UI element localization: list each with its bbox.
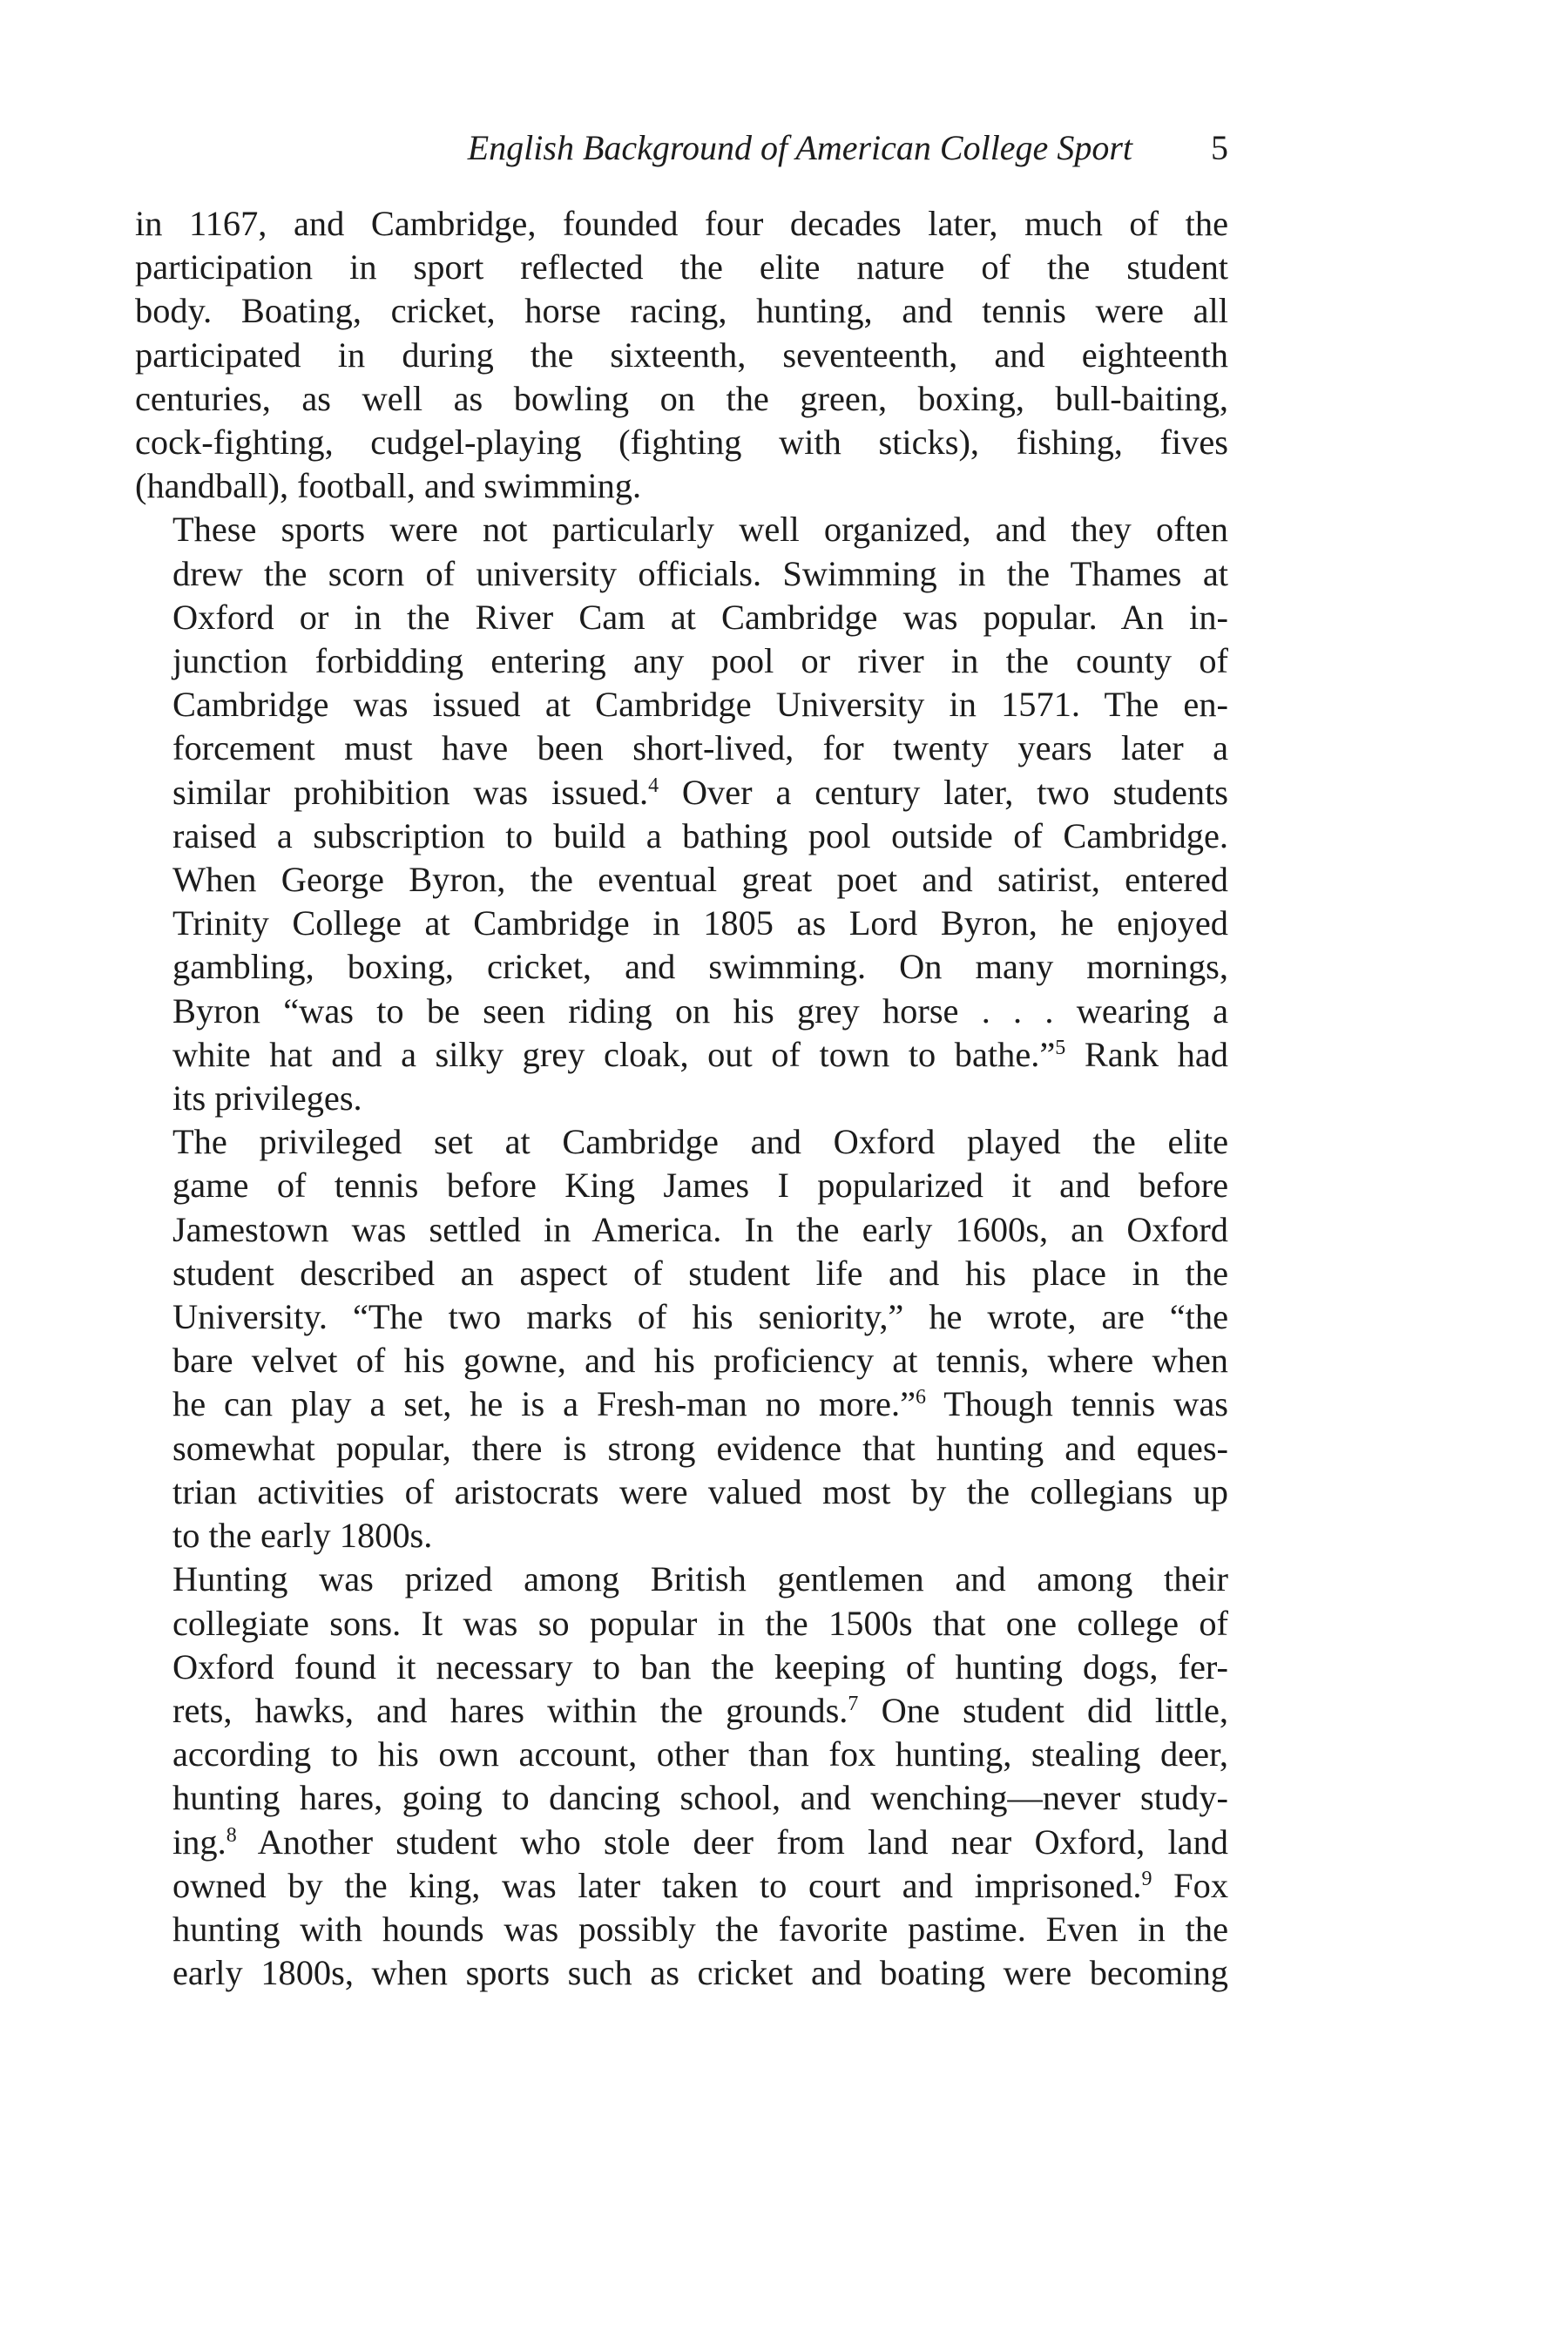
text-segment: ing. [172, 1821, 226, 1862]
paragraph-3 [135, 1120, 1228, 1558]
text-line: participated in during the sixteenth, seventeenth, and eighteenth [135, 335, 1228, 375]
text-segment: Rank had [1065, 1034, 1228, 1074]
text-line: When George Byron, the eventual great poet and satirist, entered [172, 860, 1228, 900]
footnote-ref-4: 4 [648, 774, 659, 797]
running-title: English Background of American College Sport [467, 128, 1132, 167]
text-line: These sports were not particularly well organized, and they often [172, 510, 1228, 550]
text-line: University. “The two marks of his seniority,” he wrote, are “the [172, 1297, 1228, 1337]
text-line: cock-fighting, cudgel-playing (fighting with sticks), fishing, fives [135, 422, 1228, 463]
text-line: (handball), football, and swimming. [135, 466, 642, 506]
page-number: 5 [1211, 128, 1228, 167]
paragraph-2 [135, 508, 1228, 1120]
text-line [135, 1689, 1228, 1733]
text-line: junction forbidding entering any pool or river in the county of [172, 641, 1228, 681]
text-line [135, 771, 1228, 814]
text-line [135, 1821, 1228, 1864]
text-line: raised a subscription to build a bathing pool outside of Cambridge. [172, 815, 1228, 855]
text-line: forcement must have been short-lived, for twenty years later a [172, 728, 1228, 768]
text-line: Trinity College at Cambridge in 1805 as Lord Byron, he enjoyed [172, 903, 1228, 943]
text-line: Oxford found it necessary to ban the keeping of hunting dogs, fer- [172, 1646, 1228, 1686]
text-segment: Fox [1152, 1865, 1229, 1905]
body-text [135, 202, 1228, 1995]
text-line: centuries, as well as bowling on the green, boxing, bull-baiting, [135, 378, 1228, 418]
text-segment: Though tennis was [926, 1384, 1228, 1424]
text-line: collegiate sons. It was so popular in the 1500s that one college of [172, 1603, 1228, 1643]
text-line: The privileged set at Cambridge and Oxford played the elite [172, 1122, 1228, 1162]
text-line: gambling, boxing, cricket, and swimming. On many mornings, [172, 947, 1228, 987]
paragraph-1 [135, 202, 1228, 508]
footnote-ref-8: 8 [226, 1823, 237, 1847]
text-line: game of tennis before King James I popularized it and before [172, 1166, 1228, 1206]
paragraph-4 [135, 1558, 1228, 1995]
text-line: early 1800s, when sports such as cricket and boating were becoming [172, 1953, 1228, 1993]
text-segment: Another student who stole deer from land near Oxford, land [236, 1821, 1228, 1862]
text-segment: One student did little, [858, 1690, 1229, 1730]
text-line [135, 1864, 1228, 1908]
text-line: Cambridge was issued at Cambridge University in 1571. The en- [172, 685, 1228, 725]
text-line: trian activities of aristocrats were valued most by the collegians up [172, 1471, 1228, 1511]
text-segment: Over a century later, two students [659, 772, 1229, 812]
text-line: according to his own account, other than fox hunting, stealing deer, [172, 1734, 1228, 1774]
text-line: bare velvet of his gowne, and his proficiency at tennis, where when [172, 1341, 1228, 1381]
text-line: its privileges. [172, 1078, 362, 1119]
text-line: Jamestown was settled in America. In the early 1600s, an Oxford [172, 1209, 1228, 1249]
running-head [135, 127, 1228, 179]
text-line: Byron “was to be seen riding on his grey horse . . . wearing a [172, 990, 1228, 1031]
text-line: somewhat popular, there is strong evidence that hunting and eques- [172, 1428, 1228, 1468]
text-line [135, 1033, 1228, 1077]
footnote-ref-6: 6 [916, 1386, 926, 1409]
text-line: hunting with hounds was possibly the favorite pastime. Even in the [172, 1909, 1228, 1949]
text-line: Oxford or in the River Cam at Cambridge was popular. An in- [172, 597, 1228, 637]
text-segment: rets, hawks, and hares within the grounds. [172, 1690, 848, 1730]
text-line: hunting hares, going to dancing school, and wenching—never study- [172, 1778, 1228, 1818]
footnote-ref-7: 7 [848, 1692, 859, 1715]
text-line: body. Boating, cricket, horse racing, hunting, and tennis were all [135, 291, 1228, 331]
footnote-ref-5: 5 [1055, 1036, 1066, 1059]
text-line: in 1167, and Cambridge, founded four decades later, much of the [135, 204, 1228, 243]
text-line [135, 1382, 1228, 1426]
text-segment: white hat and a silky grey cloak, out of town to bathe.” [172, 1034, 1056, 1074]
text-segment: similar prohibition was issued. [172, 772, 649, 812]
footnote-ref-9: 9 [1141, 1867, 1152, 1890]
text-line: to the early 1800s. [172, 1516, 433, 1556]
text-line: drew the scorn of university officials. Swimming in the Thames at [172, 553, 1228, 593]
text-segment: owned by the king, was later taken to court and imprisoned. [172, 1865, 1142, 1905]
text-line: participation in sport reflected the elite nature of the student [135, 247, 1228, 287]
text-line: Hunting was prized among British gentlemen and among their [172, 1559, 1228, 1599]
text-line: student described an aspect of student life and his place in the [172, 1253, 1228, 1293]
text-segment: he can play a set, he is a Fresh-man no more.” [172, 1384, 916, 1424]
